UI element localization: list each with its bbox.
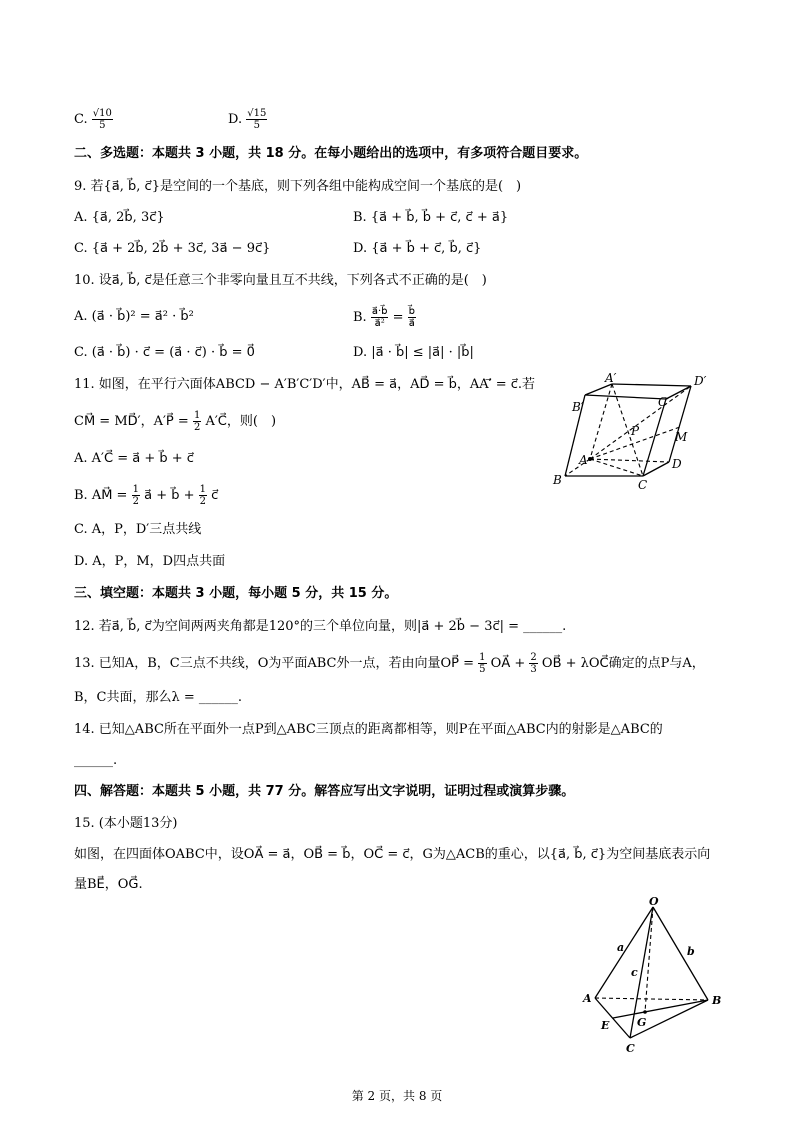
fig-label-a-edge: a (617, 941, 625, 954)
q8-option-c: C. $\frac{√10}{5}$ (74, 108, 112, 131)
fig-label-a-prime: A′ (605, 372, 617, 385)
fig-label-d-prime: D′ (694, 374, 707, 388)
q9-option-b: B. {a⃗ + b⃗, b⃗ + c⃗, c⃗ + a⃗} (353, 210, 509, 225)
section-3-heading: 三、填空题：本题共 3 小题，每小题 5 分，共 15 分。 (74, 586, 398, 601)
centroid-dot (643, 1010, 647, 1014)
q10-option-a: A. (a⃗ · b⃗)² = a⃗² · b⃗² (74, 309, 194, 324)
point-a-dot (588, 457, 592, 461)
q8-option-d: D. $\frac{√15}{5}$ (228, 108, 267, 131)
q14-line2: ______. (74, 753, 118, 768)
q9-option-c: C. {a⃗ + 2b⃗, 2b⃗ + 3c⃗, 3a⃗ − 9c⃗} (74, 241, 271, 256)
fig-label-a: A (579, 453, 588, 467)
tetrahedron-figure (575, 895, 730, 1060)
q11-option-d: D. A，P，M，D四点共面 (74, 554, 226, 569)
fig-label-c-edge: c (631, 966, 638, 979)
q13-line2: B，C共面，那么λ = ______. (74, 690, 243, 705)
q10-option-b: B. $\frac{a⃗\cdot b⃗}{\text{a⃗²}}$ = $\frac{b⃗}{a⃗}$ (353, 306, 416, 329)
q13-line1: 13. 已知A，B，C三点不共线，O为平面ABC外一点，若由向量OP⃗ = $\frac{1}{5}$ OA⃗ + $\frac{2}{3}$ OB⃗ + λOC⃗确定的点P与A， (74, 652, 705, 675)
q12-text: 12. 若a⃗, b⃗, c⃗为空间两两夹角都是120°的三个单位向量，则|a⃗ + 2b⃗ − 3c⃗| = ______. (74, 619, 567, 634)
fig-label-g: G (637, 1016, 647, 1029)
q14-line1: 14. 已知△ABC所在平面外一点P到△ABC三顶点的距离都相等，则P在平面△ABC内的射影是△ABC的 (74, 722, 663, 737)
q11-option-b: B. AM⃗ = $\frac{1}{2}$ a⃗ + b⃗ + $\frac{1}{2}$ c⃗ (74, 484, 219, 507)
fig-label-o: O (649, 895, 659, 908)
q10-stem: 10. 设a⃗, b⃗, c⃗是任意三个非零向量且互不共线，下列各式不正确的是( ) (74, 273, 487, 288)
q10-option-d: D. |a⃗ · b⃗| ≤ |a⃗| · |b⃗| (353, 345, 474, 360)
q15-line1: 如图，在四面体OABC中，设OA⃗ = a⃗，OB⃗ = b⃗，OC⃗ = c⃗，G为△ACB的重心，以{a⃗, b⃗, c⃗}为空间基底表示向 (74, 847, 711, 862)
fig-label-b: B (712, 994, 722, 1007)
fig-label-d: D (672, 457, 682, 471)
fig-label-e: E (601, 1019, 610, 1032)
section-4-heading: 四、解答题：本题共 5 小题，共 77 分。解答应写出文字说明，证明过程或演算步骤。 (74, 784, 575, 799)
fig-label-b: B (553, 473, 562, 487)
q9-option-a: A. {a⃗, 2b⃗, 3c⃗} (74, 210, 165, 225)
section-2-heading: 二、多选题：本题共 3 小题，共 18 分。在每小题给出的选项中，有多项符合题目要求。 (74, 146, 588, 161)
q9-option-d: D. {a⃗ + b⃗ + c⃗, b⃗, c⃗} (353, 241, 482, 256)
fig-label-p: P (631, 424, 640, 438)
q11-option-a: A. A′C⃗ = a⃗ + b⃗ + c⃗ (74, 451, 194, 466)
q11-option-c: C. A，P，D′三点共线 (74, 522, 202, 537)
fig-label-m: M (675, 430, 688, 444)
q10-option-c: C. (a⃗ · b⃗) · c⃗ = (a⃗ · c⃗) · b⃗ = 0⃗ (74, 345, 255, 360)
fig-label-b-prime: B′ (572, 400, 584, 414)
q11-stem-line2: CM⃗ = MD⃗′，A′P⃗ = $\frac{1}{2}$ A′C⃗，则( ) (74, 410, 277, 433)
fig-label-c-prime: C′ (658, 395, 670, 409)
fig-label-b-edge: b (687, 945, 695, 958)
parallelepiped-figure (545, 372, 715, 492)
q15-line2: 量BE⃗，OG⃗. (74, 877, 143, 892)
fig-label-a: A (583, 992, 592, 1005)
fig-label-c: C (626, 1042, 635, 1055)
page-footer: 第 2 页，共 8 页 (351, 1089, 443, 1103)
fig-label-c: C (638, 478, 648, 492)
q15-title: 15. (本小题13分) (74, 816, 178, 831)
q11-stem-line1: 11. 如图，在平行六面体ABCD − A′B′C′D′中，AB⃗ = a⃗，AD⃗ = b⃗，AA′⃗ = c⃗.若 (74, 377, 536, 392)
q9-stem: 9. 若{a⃗, b⃗, c⃗}是空间的一个基底，则下列各组中能构成空间一个基底的是( ) (74, 179, 522, 194)
